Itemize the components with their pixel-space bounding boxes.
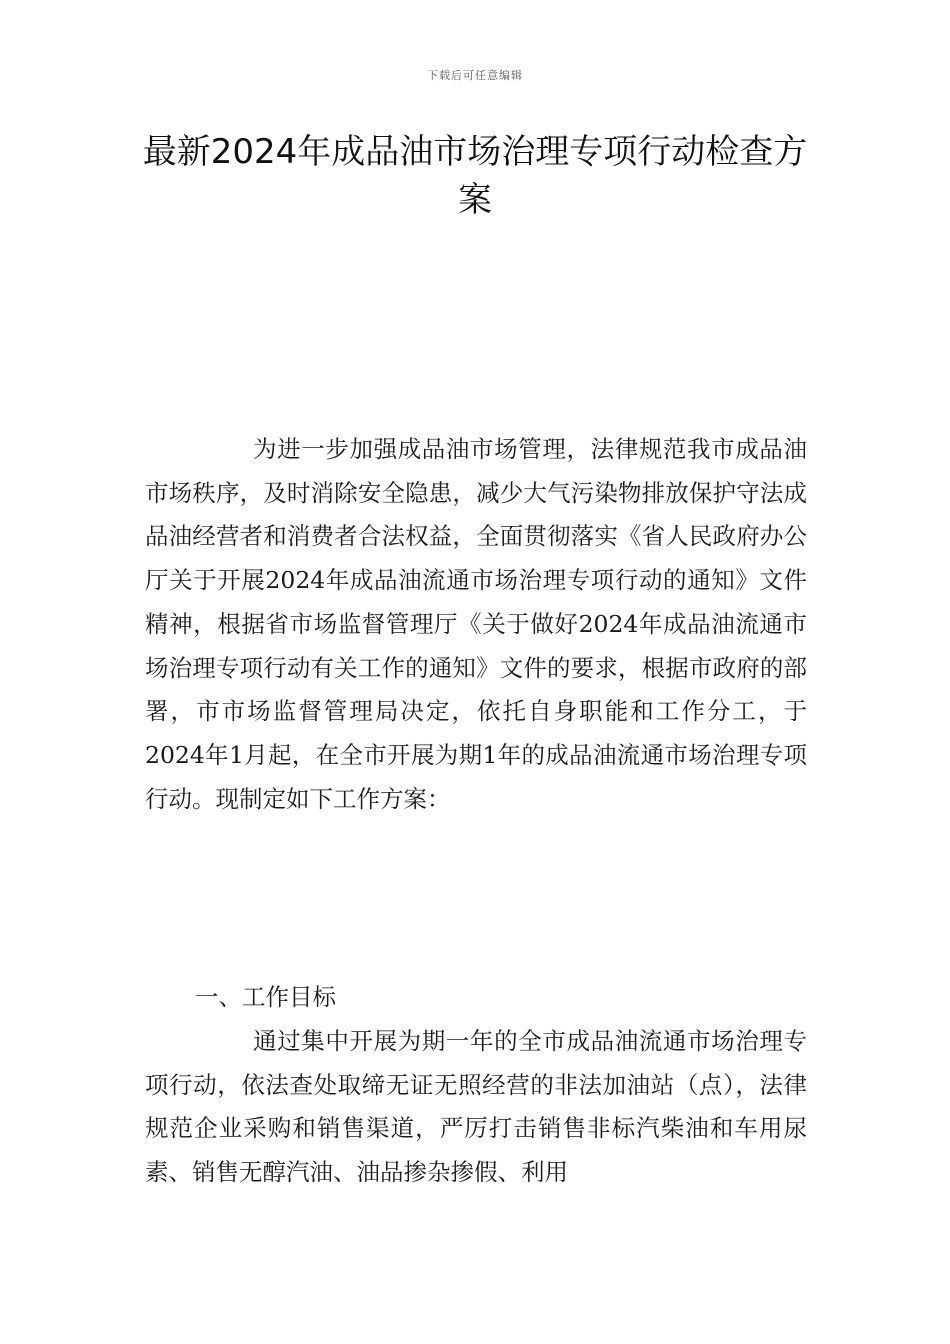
document-title: 最新2024年成品油市场治理专项行动检查方案 xyxy=(142,132,808,220)
intro-paragraph: 为进一步加强成品油市场管理，法律规范我市成品油市场秩序，及时消除安全隐患，减少大气污染物排放保护守法成品油经营者和消费者合法权益，全面贯彻落实《省人民政府办公厅关于开展2024年成品油流通市场治理专项行动的通知》文件精神，根据省市场监督管理厅《关于做好2024年成品油流通市场治理专项行动有关工作的通知》文件的要求，根据市政府的部署，市市场监督管理局决定，依托自身职能和工作分工，于2024年1月起，在全市开展为期1年的成品油流通市场治理专项行动。现制定如下工作方案： xyxy=(145,435,807,813)
header-note: 下载后可任意编辑 xyxy=(427,69,523,82)
work-goals-paragraph: 通过集中开展为期一年的全市成品油流通市场治理专项行动，依法查处取缔无证无照经营的非法加油站（点），法律规范企业采购和销售渠道，严厉打击销售非标汽柴油和车用尿素、销售无醇汽油、油品掺杂掺假、利用 xyxy=(145,1027,807,1187)
section-heading-work-goals: 一、工作目标 xyxy=(195,983,336,1011)
